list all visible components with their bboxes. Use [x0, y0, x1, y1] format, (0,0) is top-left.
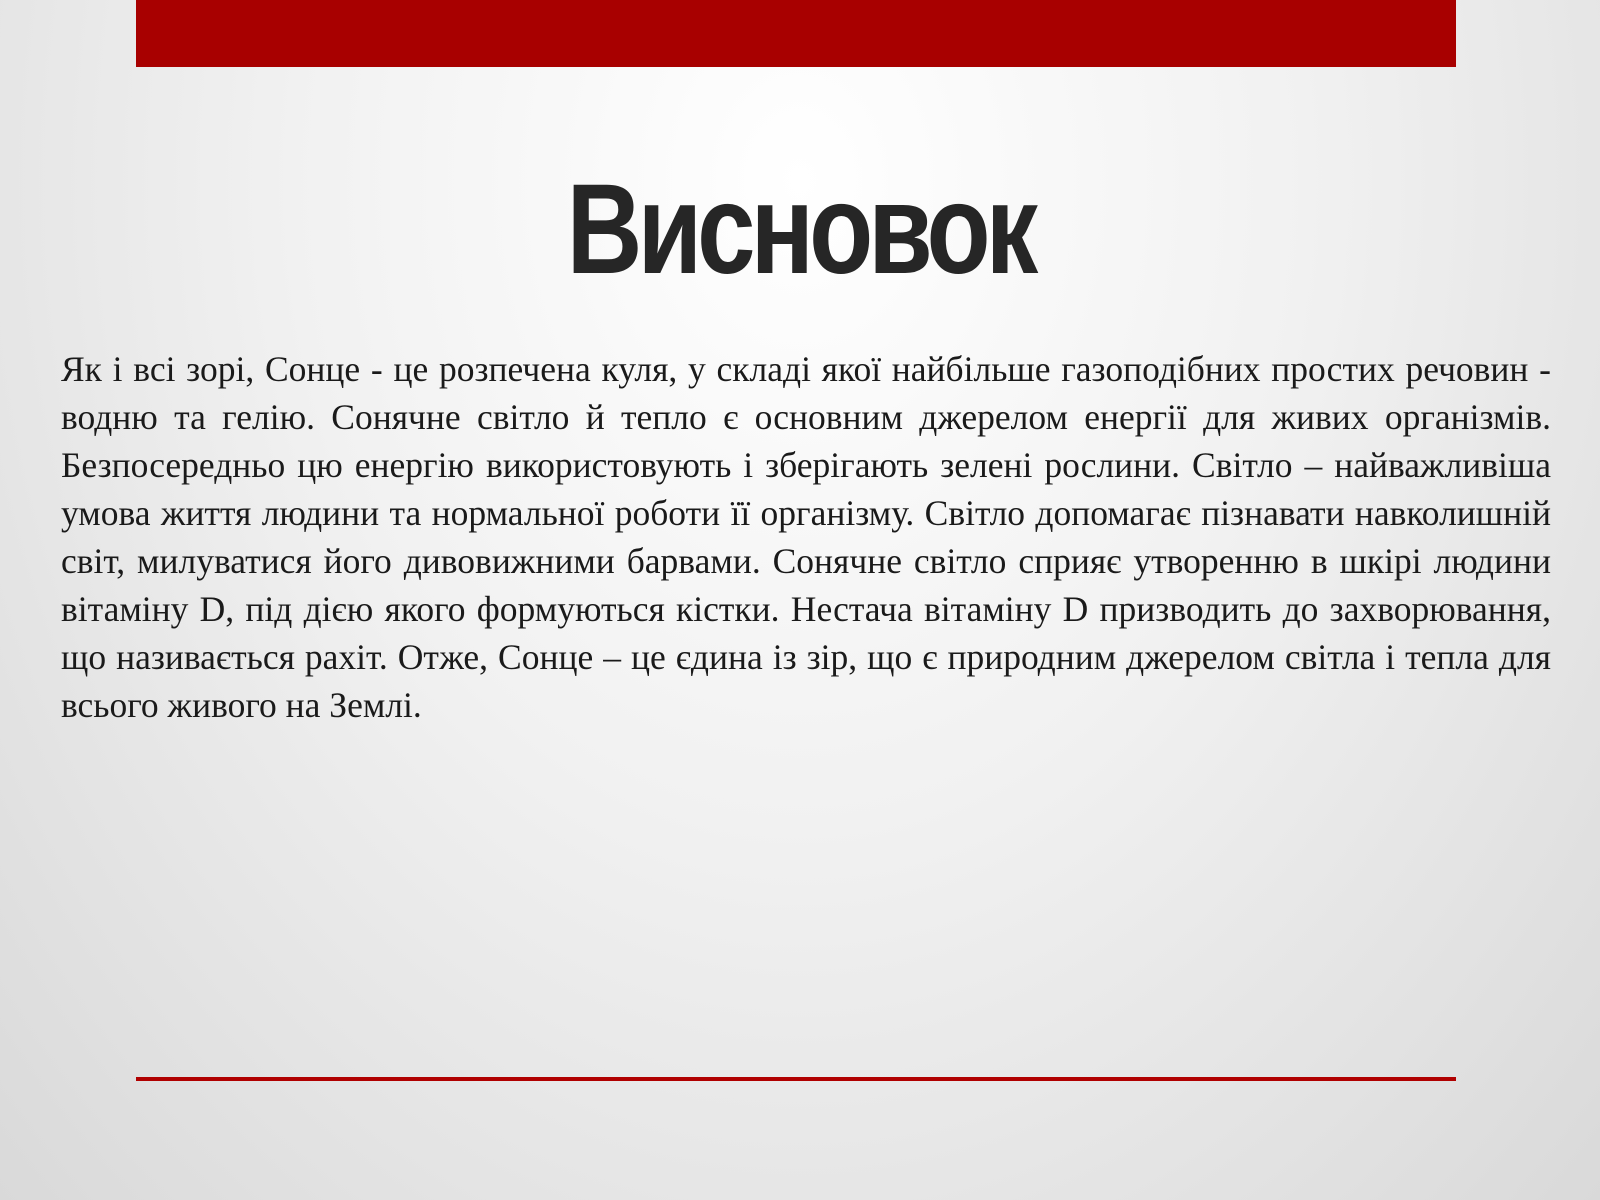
slide-title: Висновок: [566, 158, 1034, 301]
top-accent-bar: [136, 0, 1456, 67]
bottom-divider-line: [136, 1077, 1456, 1081]
slide-body-text: Як і всі зорі, Сонце - це розпечена куля, у складі якої найбільше газоподібних простих речовин - водню та гелію. Сонячне світло й тепло є основним джерелом енергії для живих організмів. Безпосередньо цю енергію використовують і зберігають зелені рослини. Світло – найважливіша умова життя людини та нормальної роботи її організму. Світло допомагає пізнавати навколишній світ, милуватися його дивовижними барвами. Сонячне світло сприяє утворенню в шкірі людини вітаміну D, під дією якого формуються кістки. Нестача вітаміну D призводить до захворювання, що називається рахіт. Отже, Сонце – це єдина із зір, що є природним джерелом світла і тепла для всього живого на Землі.: [61, 349, 1551, 725]
